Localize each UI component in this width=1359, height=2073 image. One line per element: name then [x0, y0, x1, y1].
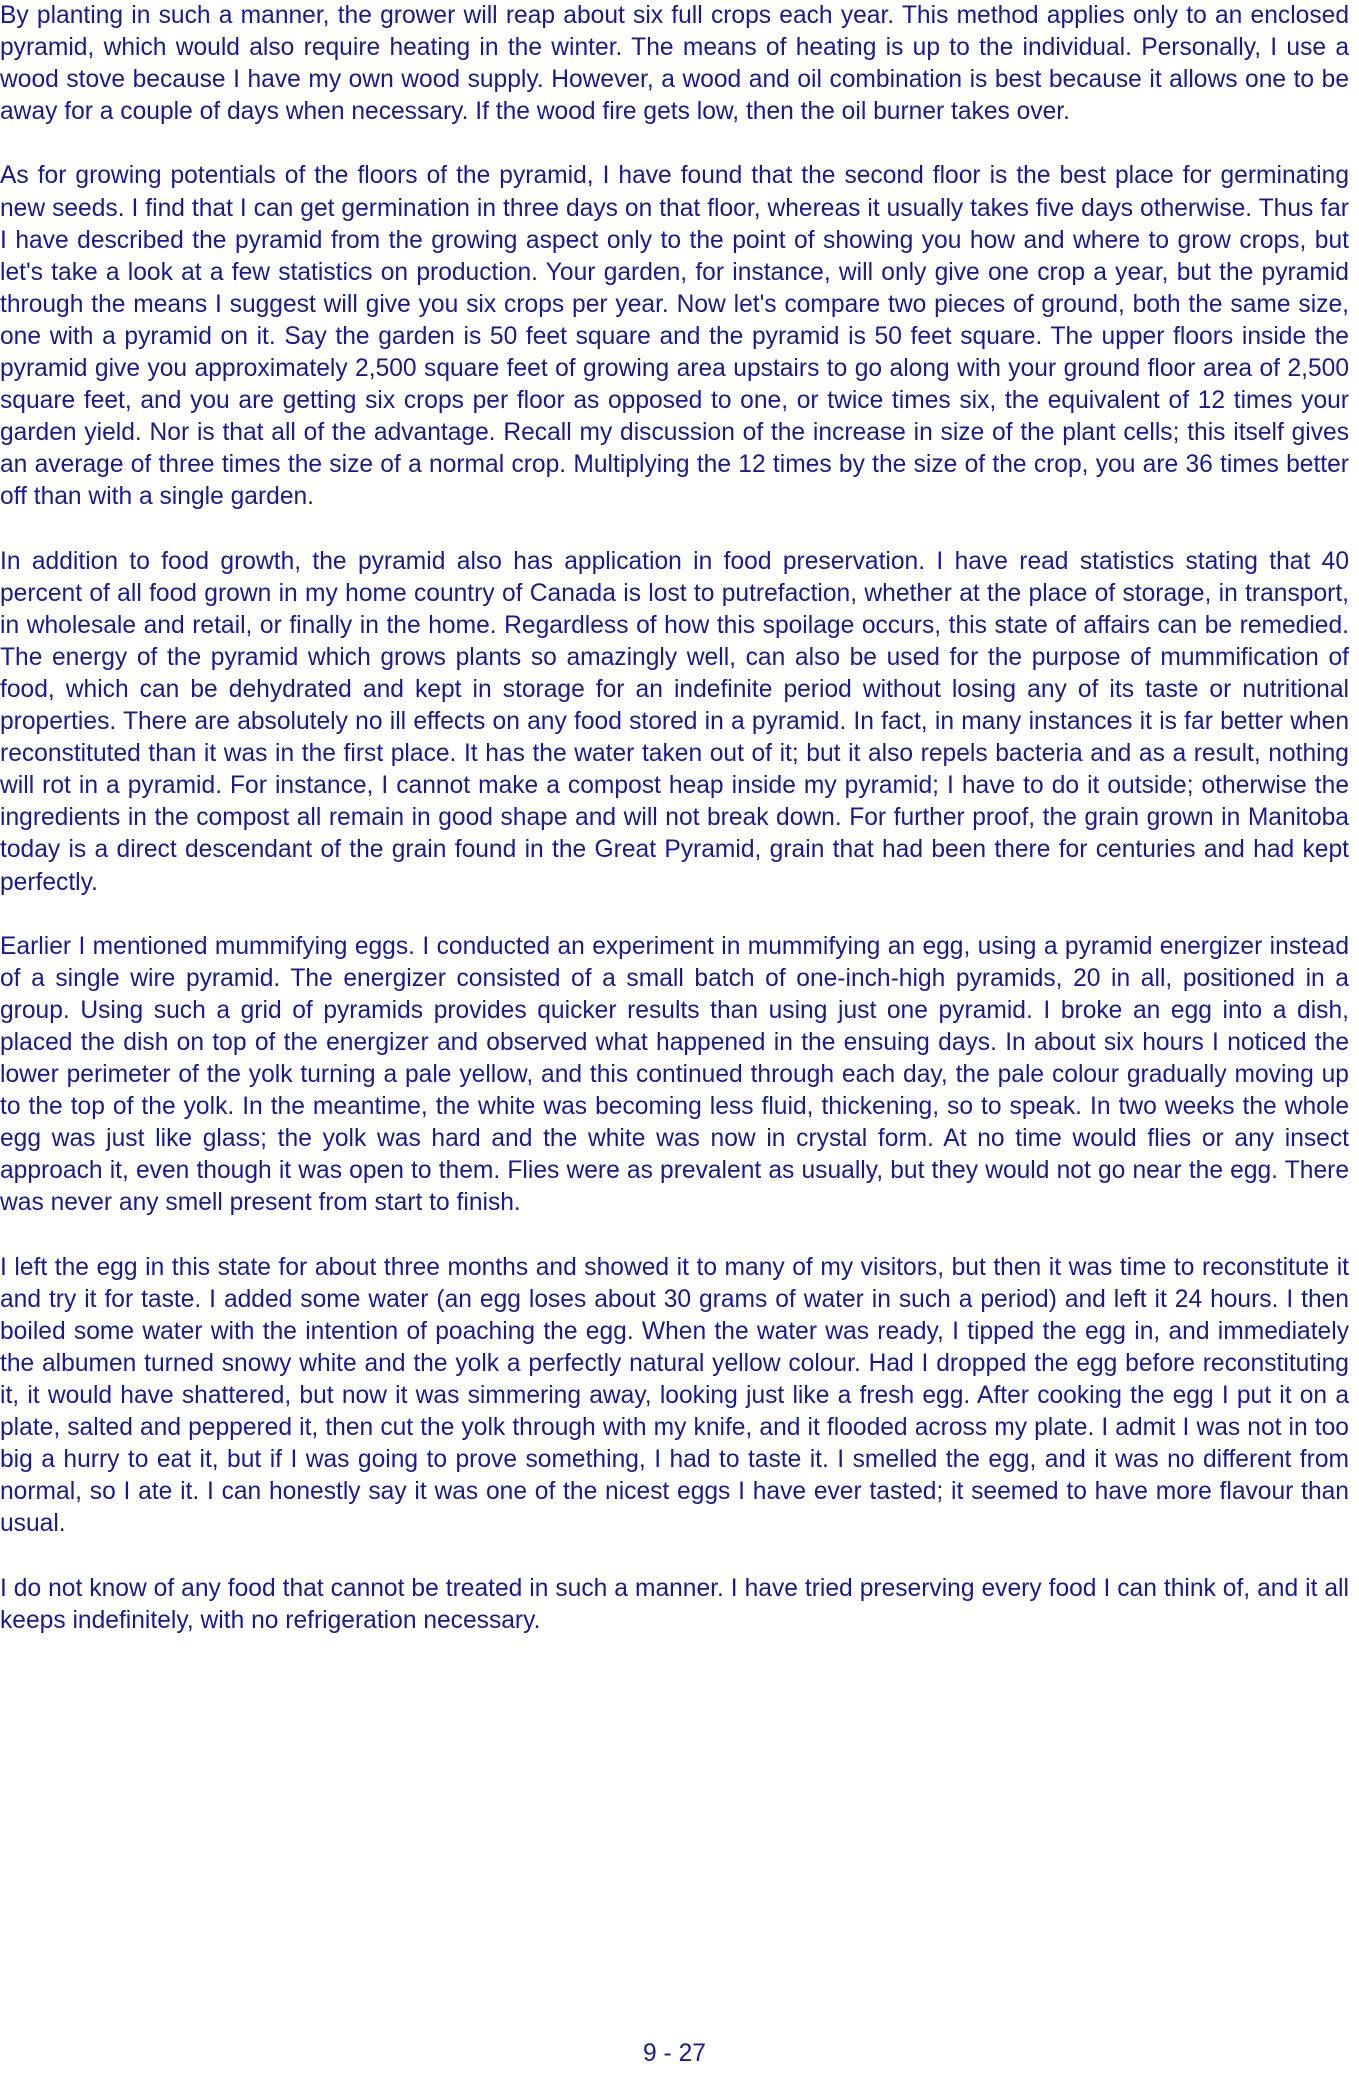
paragraph-growing-potentials: As for growing potentials of the floors of the pyramid, I have found that the second floor is the best place for germinating new seeds. I find that I can get germination in three days on that floor, whereas it usually takes five days otherwise. Thus far I have described the pyramid from the growing aspect only to the point of showing you how and where to grow crops, but let's take a look at a few statistics on production. Your garden, for instance, will only give one crop a year, but the pyramid through the means I suggest will give you six crops per year. Now let's compare two pieces of ground, both the same size, one with a pyramid on it. Say the garden is 50 feet square and the pyramid is 50 feet square. The upper floors inside the pyramid give you approximately 2,500 square feet of growing area upstairs to go along with your ground floor area of 2,500 square feet, and you are getting six crops per floor as opposed to one, or twice times six, the equivalent of 12 times your garden yield. Nor is that all of the advantage. Recall my discussion of the increase in size of the plant cells; this itself gives an average of three times the size of a normal crop. Multiplying the 12 times by the size of the crop, you are 36 times better off than with a single garden. [0, 162, 1349, 511]
paragraph-mummifying-eggs: Earlier I mentioned mummifying eggs. I conducted an experiment in mummifying an egg, using a pyramid energizer instead of a single wire pyramid. The energizer consisted of a small batch of one-inch-high pyramids, 20 in all, positioned in a group. Using such a grid of pyramids provides quicker results than using just one pyramid. I broke an egg into a dish, placed the dish on top of the energizer and observed what happened in the ensuing days. In about six hours I noticed the lower perimeter of the yolk turning a pale yellow, and this continued through each day, the pale colour gradually moving up to the top of the yolk. In the meantime, the white was becoming less fluid, thickening, so to speak. In two weeks the whole egg was just like glass; the yolk was hard and the white was now in crystal form. At no time would flies or any insect approach it, even though it was open to them. Flies were as prevalent as usually, but they would not go near the egg. There was never any smell present from start to finish. [0, 932, 1349, 1217]
paragraph-reconstitute-egg: I left the egg in this state for about three months and showed it to many of my visitors, but then it was time to reconstitute it and try it for taste. I added some water (an egg loses about 30 grams of water in such a period) and left it 24 hours. I then boiled some water with the intention of poaching the egg. When the water was ready, I tipped the egg in, and immediately the albumen turned snowy white and the yolk a perfectly natural yellow colour. Had I dropped the egg before reconstituting it, it would have shattered, but now it was simmering away, looking just like a fresh egg. After cooking the egg I put it on a plate, salted and peppered it, then cut the yolk through with my knife, and it flooded across my plate. I admit I was not in too big a hurry to eat it, but if I was going to prove something, I had to taste it. I smelled the egg, and it was no different from normal, so I ate it. I can honestly say it was one of the nicest eggs I have ever tasted; it seemed to have more flavour than usual. [0, 1253, 1349, 1538]
paragraph-food-preservation: In addition to food growth, the pyramid also has application in food preservation. I have read statistics stating that 40 percent of all food grown in my home country of Canada is lost to putrefaction, whether at the place of storage, in transport, in wholesale and retail, or finally in the home. Regardless of how this spoilage occurs, this state of affairs can be remedied. The energy of the pyramid which grows plants so amazingly well, can also be used for the purpose of mummification of food, which can be dehydrated and kept in storage for an indefinite period without losing any of its taste or nutritional properties. There are absolutely no ill effects on any food stored in a pyramid. In fact, in many instances it is far better when reconstituted than it was in the first place. It has the water taken out of it; but it also repels bacteria and as a result, nothing will rot in a pyramid. For instance, I cannot make a compost heap inside my pyramid; I have to do it outside; otherwise the ingredients in the compost all remain in good shape and will not break down. For further proof, the grain grown in Manitoba today is a direct descendant of the grain found in the Great Pyramid, grain that had been there for centuries and had kept perfectly. [0, 547, 1349, 896]
paragraph-conclusion: I do not know of any food that cannot be treated in such a manner. I have tried preserving every food I can think of, and it all keeps indefinitely, with no refrigeration necessary. [0, 1574, 1349, 1634]
paragraph-crops: By planting in such a manner, the grower will reap about six full crops each year. This method applies only to an enclosed pyramid, which would also require heating in the winter. The means of heating is up to the individual. Personally, I use a wood stove because I have my own wood supply. However, a wood and oil combination is best because it allows one to be away for a couple of days when necessary. If the wood fire gets low, then the oil burner takes over. [0, 2, 1349, 126]
page-number: 9 - 27 [643, 2040, 706, 2067]
